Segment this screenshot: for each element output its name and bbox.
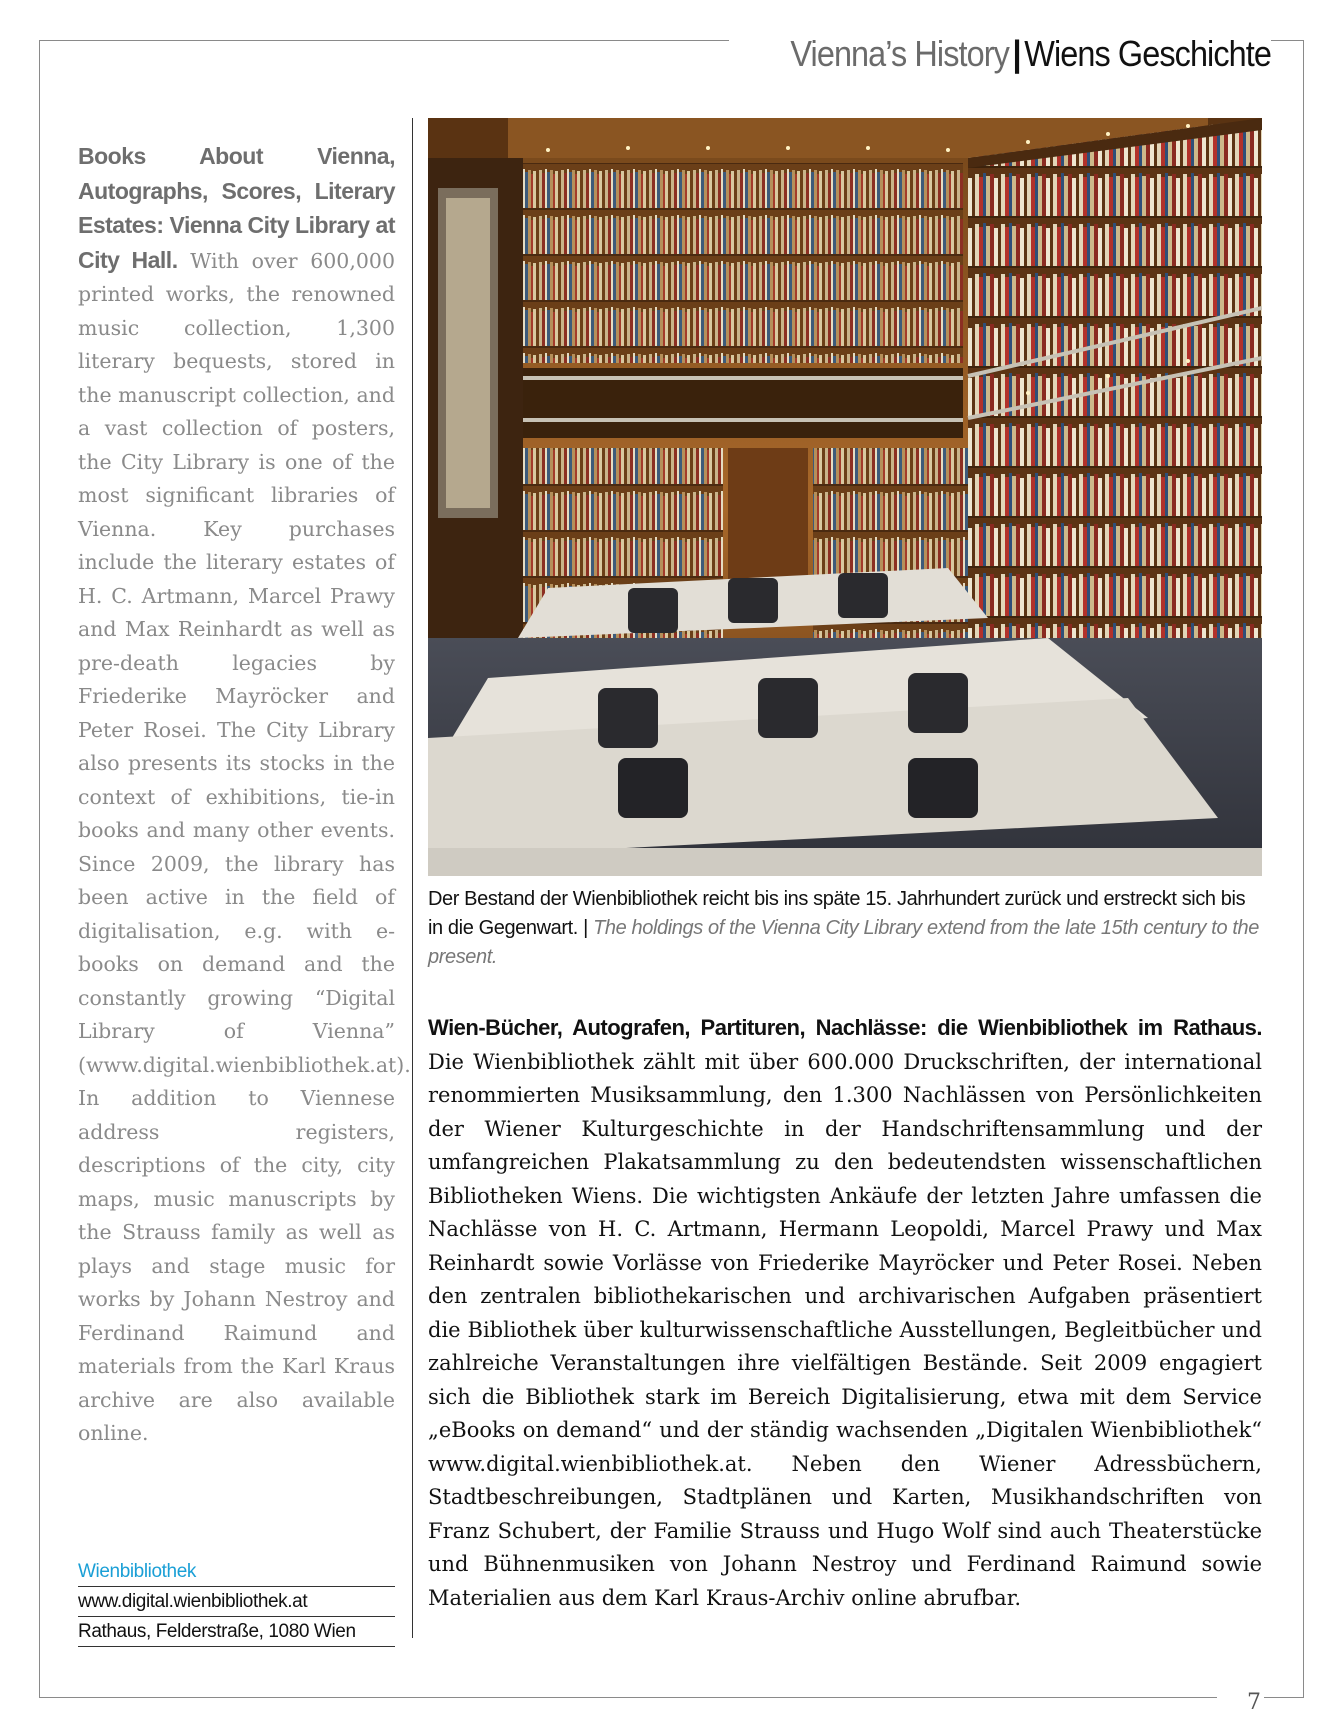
frame-right-line (1303, 40, 1304, 1697)
info-address: Rathaus, Felderstraße, 1080 Wien (78, 1617, 395, 1647)
column-divider (412, 118, 413, 1638)
frame-top-line-right (1268, 40, 1304, 41)
header-german: Wiens Geschichte (1024, 33, 1271, 74)
caption-separator: | (583, 917, 588, 939)
right-column-text (428, 1011, 1262, 1615)
photo-caption (428, 885, 1262, 972)
info-title: Wienbibliothek (78, 1557, 395, 1587)
left-column-lead: Books About Vienna, Autographs, Scores, Literary Estates: Vienna City Library at City Hall. (78, 143, 395, 273)
caption-german: Der Bestand der Wienbibliothek reicht bis ins späte 15. Jahrhundert zurück und erstreckt sich bis in die Gegenwart. (428, 888, 1246, 939)
library-reading-room-photo (428, 118, 1262, 876)
header-separator: | (1012, 33, 1021, 74)
frame-left-line (39, 40, 40, 1697)
page-number: 7 (1244, 1690, 1264, 1715)
frame-bottom-line (39, 1697, 1217, 1698)
right-column-lead: Wien-Bücher, Autografen, Partituren, Nachlässe: die Wienbibliothek im Rathaus. (428, 1015, 1262, 1040)
page-header (783, 30, 1271, 78)
left-column-body: With over 600,000 printed works, the renowned music collection, 1,300 literary bequests, stored in the manuscript collection, and a vast collection of posters, the City Library is one of the most significant libraries of Vienna. Key purchases include the literary estates of H. C. Artmann, Marcel Prawy and Max Reinhardt as well as pre-death legacies by Friederike Mayröcker and Peter Rosei. The City Library also presents its stocks in the context of exhibitions, tie-in books and many other events. Since 2009, the library has been active in the field of digitalisation, e.g. with e-books on demand and the constantly growing “Digital Library of Vienna” (www.digital.wienbibliothek.at). In addition to Viennese address registers, descriptions of the city, city maps, music manuscripts by the Strauss family as well as plays and stage music for works by Johann Nestroy and Ferdinand Raimund and materials from the Karl Kraus archive are also available online. (78, 248, 411, 1445)
frame-top-line (39, 40, 729, 41)
header-english: Vienna’s History (790, 33, 1009, 74)
left-column-text (78, 140, 411, 1451)
info-url-link[interactable]: www.digital.wienbibliothek.at (78, 1587, 395, 1617)
right-column-body: Die Wienbibliothek zählt mit über 600.000 Druckschriften, der international renommierten Musiksammlung, den 1.300 Nachlässen von Persönlichkeiten der Wiener Kulturgeschichte in der Handschriftensammlung und der umfangreichen Plakatsammlung zu den bedeutendsten wissenschaftlichen Bibliotheken Wiens. Die wichtigsten Ankäufe der letzten Jahre umfassen die Nachlässe von H. C. Artmann, Hermann Leopoldi, Marcel Prawy und Max Reinhardt sowie Vorlässe von Friederike Mayröcker und Peter Rosei. Neben den zentralen bibliothekarischen und archivarischen Aufgaben präsentiert die Bibliothek über kulturwissenschaftliche Ausstellungen, Begleitbücher und zahlreiche Veranstaltungen ihre vielfältigen Bestände. Seit 2009 engagiert sich die Bibliothek stark im Bereich Digitalisierung, etwa mit dem Service „eBooks on demand“ und der ständig wachsenden „Digitalen Wienbibliothek“ www.digital.wienbibliothek.at. Neben den Wiener Adressbüchern, Stadtbeschreibungen, Stadtplänen und Karten, Musikhandschriften von Franz Schubert, der Familie Strauss und Hugo Wolf sind auch Theaterstücke und Bühnenmusiken von Johann Nestroy und Ferdinand Raimund sowie Materialien aus dem Karl Kraus-Archiv online abrufbar. (428, 1049, 1262, 1610)
info-box (78, 1557, 395, 1647)
caption-english: The holdings of the Vienna City Library extend from the late 15th century to the present. (428, 917, 1259, 968)
frame-bottom-line-right (1263, 1697, 1304, 1698)
